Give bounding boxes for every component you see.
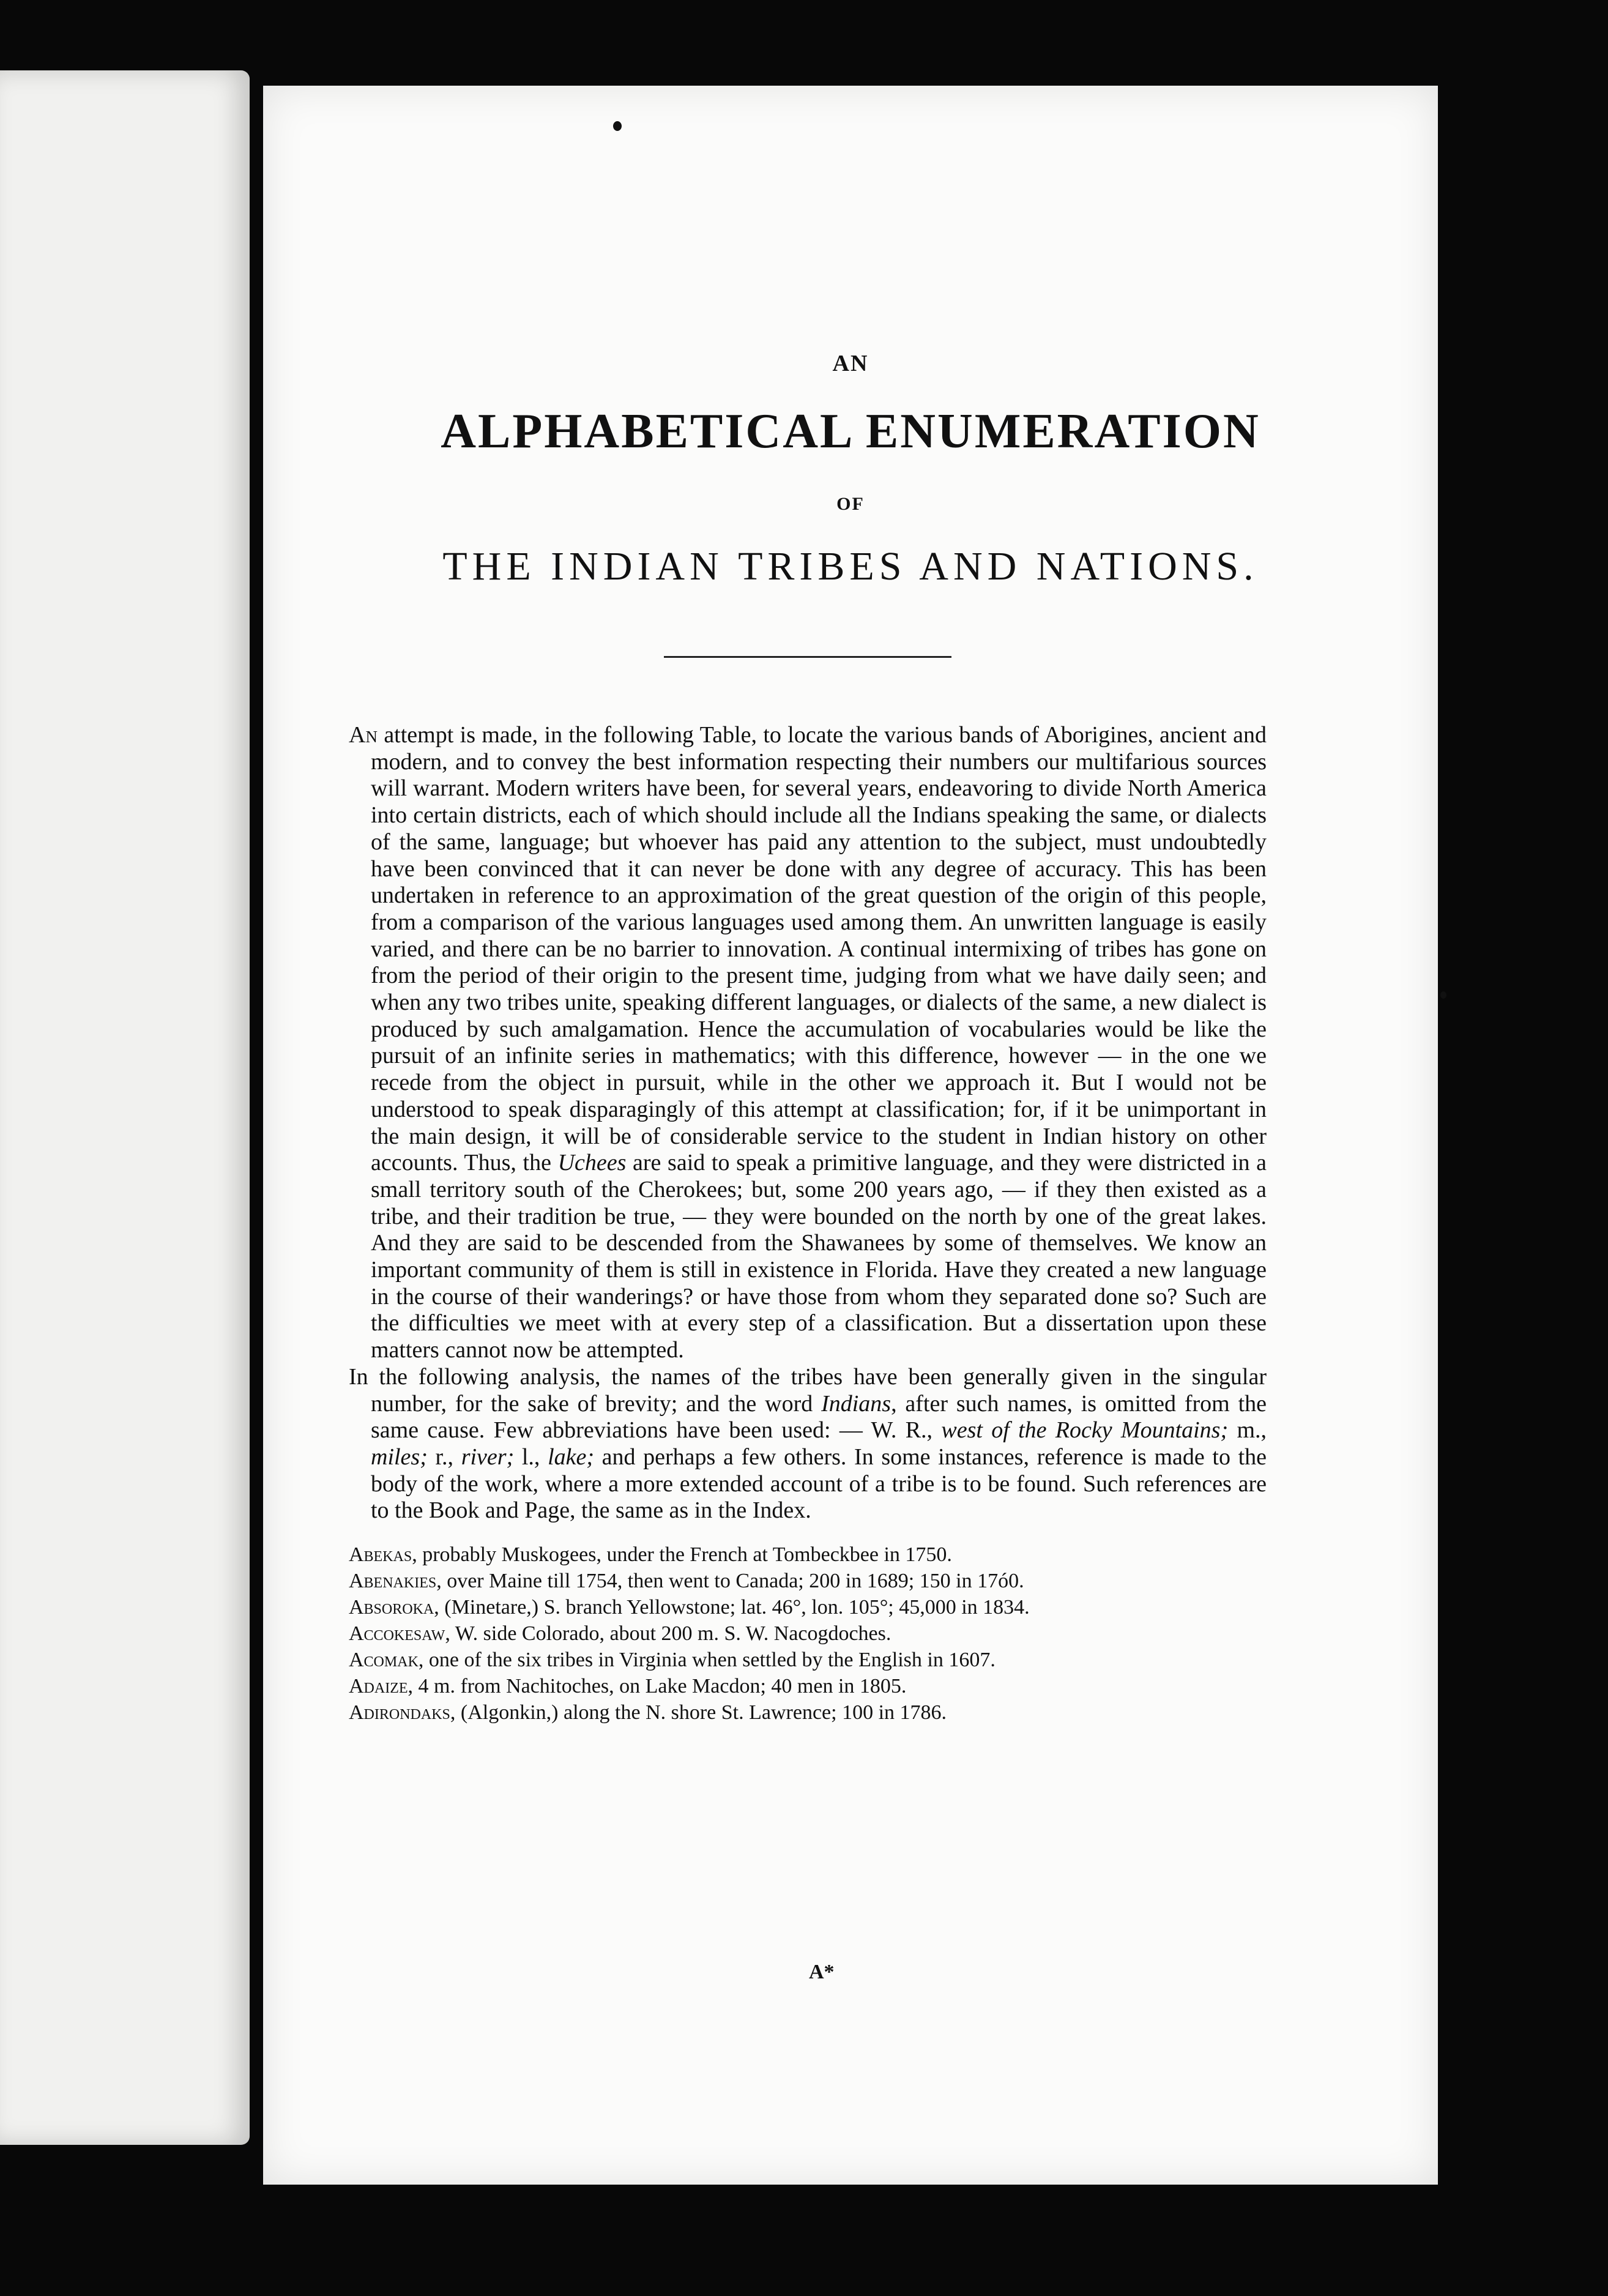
ink-speck xyxy=(1440,991,1446,999)
tribe-entry: Acomak, one of the six tribes in Virginia when settled by the English in 1607. xyxy=(349,1649,996,1672)
signature-mark: A* xyxy=(809,1961,835,1983)
title-indian-tribes: THE INDIAN TRIBES AND NATIONS. xyxy=(442,544,1259,589)
tribe-entry: Adirondaks, (Algonkin,) along the N. shore St. Lawrence; 100 in 1786. xyxy=(349,1701,947,1724)
drop-word: An xyxy=(349,722,378,748)
intro-paragraph-2: In the following analysis, the names of the tribes have been generally given in the singular number, for the sake of brevity; and the word Indians, after such names, is omitted from the same cause. Few abbreviations have been used: — W. R., west of the Rocky Mountains; m., miles; r., river; l., lake; and perhaps a few others. In some instances, reference is made to the body of the work, where a more extended account of a tribe is to be found. Such references are to the Book and Page, the same as in the Index. xyxy=(349,1363,1267,1524)
book-page xyxy=(263,86,1438,2185)
intro-paragraph-1: An attempt is made, in the following Table, to locate the various bands of Aborigines, ancient and modern, and to convey the best information respecting their numbers our multifarious sources will warrant. Modern writers have been, for several years, endeavoring to divide North America into certain districts, each of which should include all the Indians speaking the same, or dialects of the same, language; but whoever has paid any attention to the subject, must undoubtedly have been convinced that it can never be done with any degree of accuracy. This has been undertaken in reference to an approximation of the great question of the origin of this people, from a comparison of the various languages used among them. An unwritten language is easily varied, and there can be no barrier to innovation. A continual intermixing of tribes has gone on from the period of their origin to the present time, judging from what we have daily seen; and when any two tribes unite, speaking different languages, or dialects of the same, a new dialect is produced by such amalgamation. Hence the accumulation of vocabularies would be like the pursuit of an infinite series in mathematics; with this difference, however — in the one we recede from the object in pursuit, while in the other we approach it. But I would not be understood to speak disparagingly of this attempt at classification; for, if it be unimportant in the main design, it will be of considerable service to the student in Indian history on other accounts. Thus, the Uchees are said to speak a primitive language, and they were districted in a small territory south of the Cherokees; but, some 200 years ago, — if they then existed as a tribe, and their tradition be true, — they were bounded on the north by one of the great lakes. And they are said to be descended from the Shawanees by some of themselves. We know an important community of them is still in existence in Florida. Have they created a new language in the course of their wanderings? or have those from whom they separated done so? Such are the difficulties we meet with at every step of a classification. But a dissertation upon these matters cannot now be attempted. xyxy=(349,722,1267,1363)
tribe-entry: Adaize, 4 m. from Nachitoches, on Lake Macdon; 40 men in 1805. xyxy=(349,1675,907,1698)
tribe-entry: Absoroka, (Minetare,) S. branch Yellowstone; lat. 46°, lon. 105°; 45,000 in 1834. xyxy=(349,1596,1030,1619)
title-of: OF xyxy=(836,494,865,514)
tribe-entry: Accokesaw, W. side Colorado, about 200 m. S. W. Nacogdoches. xyxy=(349,1622,891,1646)
ink-speck xyxy=(613,121,622,131)
title-rule xyxy=(664,656,951,658)
tribe-entry: Abenakies, over Maine till 1754, then went to Canada; 200 in 1689; 150 in 17ó0. xyxy=(349,1570,1024,1593)
page-body xyxy=(349,722,1267,1726)
title-an: AN xyxy=(832,351,869,376)
title-alphabetical-enumeration: ALPHABETICAL ENUMERATION xyxy=(441,404,1260,458)
facing-page-edge xyxy=(0,70,250,2145)
tribe-entry-list xyxy=(349,1541,1267,1726)
tribe-entry: Abekas, probably Muskogees, under the French at Tombeckbee in 1750. xyxy=(349,1543,952,1567)
